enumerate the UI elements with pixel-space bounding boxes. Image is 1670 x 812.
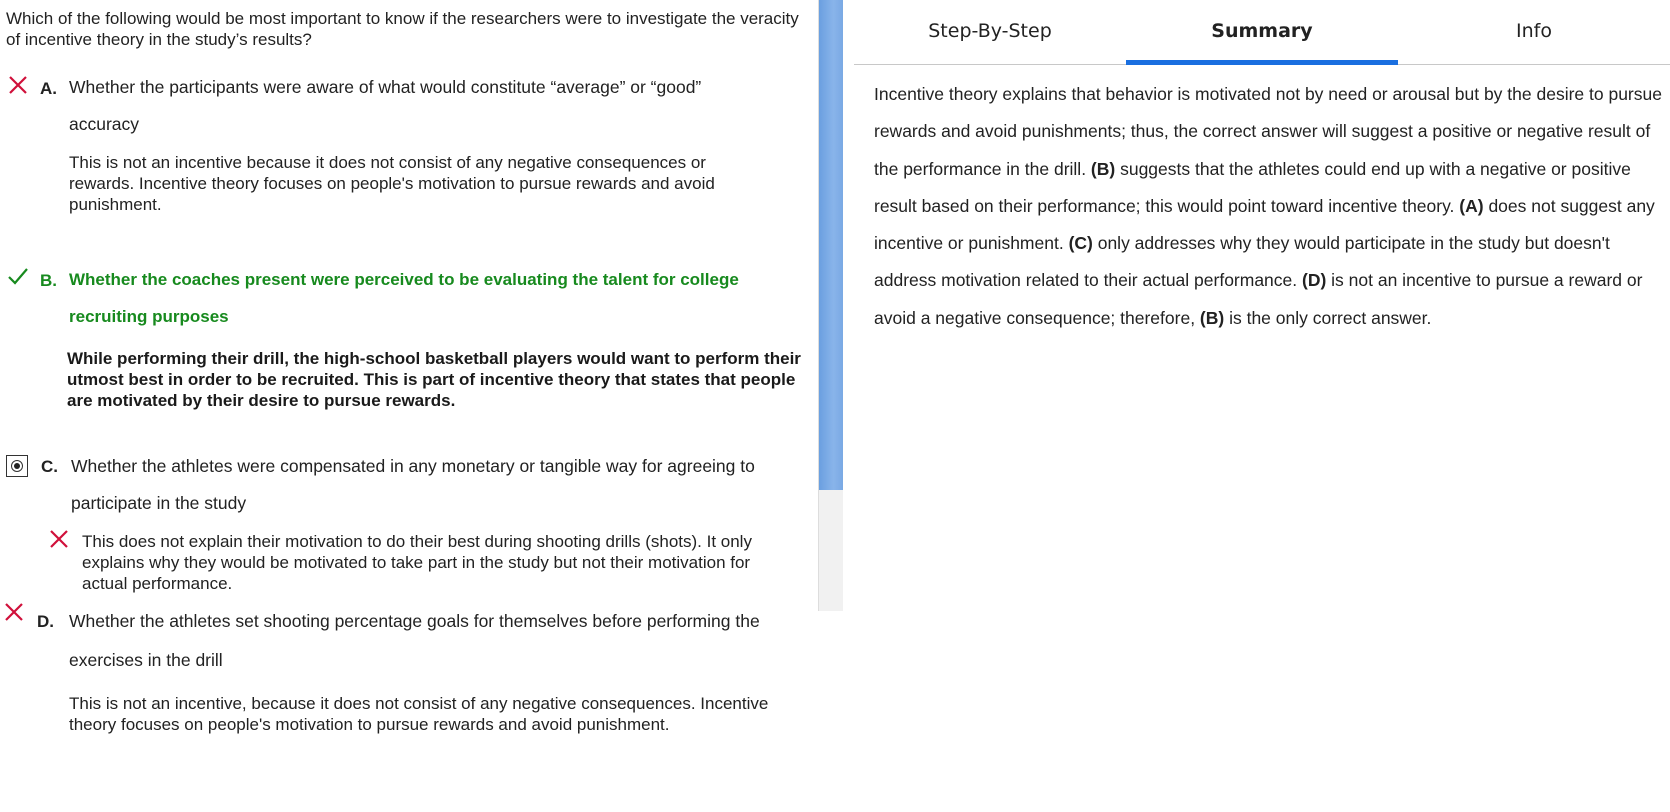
option-d-text: Whether the athletes set shooting percentage goals for themselves before performing the exercises in the drill — [69, 611, 760, 670]
summary-text: Incentive theory explains that behavior is motivated not by need or arousal but by the desire to pursue rewards and avoid punishments; thus, the correct answer will suggest a positive or negative result of the performance in the drill. (B) suggests that the athletes could end up with a negative or positive result based on their performance; this would point toward incentive theory. (A) does not suggest any incentive or punishment. (C) only addresses why they would participate in the study but doesn't address motivation related to their actual performance. (D) is not an incentive to pursue a reward or avoid a negative consequence; therefore, (B) is the only correct answer. — [874, 84, 1662, 328]
option-a-explanation: This is not an incentive because it does not consist of any negative consequences or rewards. Incentive theory focuses on people's motivation to pursue rewards and avoid punishment. — [69, 153, 715, 214]
explanation-panel — [854, 0, 1670, 812]
x-icon — [47, 527, 71, 551]
option-d-letter: D. — [37, 612, 54, 631]
tab-bar — [854, 0, 1670, 65]
option-b-text: Whether the coaches present were perceived to be evaluating the talent for college recruiting purposes — [69, 270, 739, 326]
tab-summary[interactable]: Summary — [1126, 0, 1398, 64]
option-b-letter: B. — [40, 271, 57, 290]
option-b-explanation: While performing their drill, the high-school basketball players would want to perform their utmost best in order to be recruited. This is part of incentive theory that states that people are motivated by their desire to pursue rewards. — [67, 349, 801, 410]
option-c-text: Whether the athletes were compensated in any monetary or tangible way for agreeing to participate in the study — [71, 456, 755, 513]
option-a-text: Whether the participants were aware of what would constitute “average” or “good” accuracy — [69, 77, 702, 134]
radio-selected-icon[interactable] — [6, 455, 28, 477]
question-text: Which of the following would be most important to know if the researchers were to investigate the veracity of incentive theory in the study’s results? — [6, 9, 799, 49]
option-c-explanation: This does not explain their motivation to do their best during shooting drills (shots). It only explains why they would be motivated to take part in the study but not their motivation for actual performance. — [82, 532, 752, 593]
question-panel — [0, 0, 818, 812]
tab-info[interactable]: Info — [1516, 20, 1552, 42]
scrollbar-thumb[interactable] — [819, 0, 843, 490]
scrollbar[interactable] — [818, 0, 843, 611]
tab-step-by-step[interactable]: Step-By-Step — [928, 20, 1052, 42]
option-c-letter: C. — [41, 457, 58, 476]
x-icon — [6, 73, 30, 97]
option-d-explanation: This is not an incentive, because it does not consist of any negative consequences. Incentive theory focuses on people's motivation to pursue rewards and avoid punishment. — [69, 694, 769, 734]
check-icon — [6, 264, 30, 288]
x-icon — [2, 600, 26, 624]
option-a-letter: A. — [40, 79, 57, 98]
